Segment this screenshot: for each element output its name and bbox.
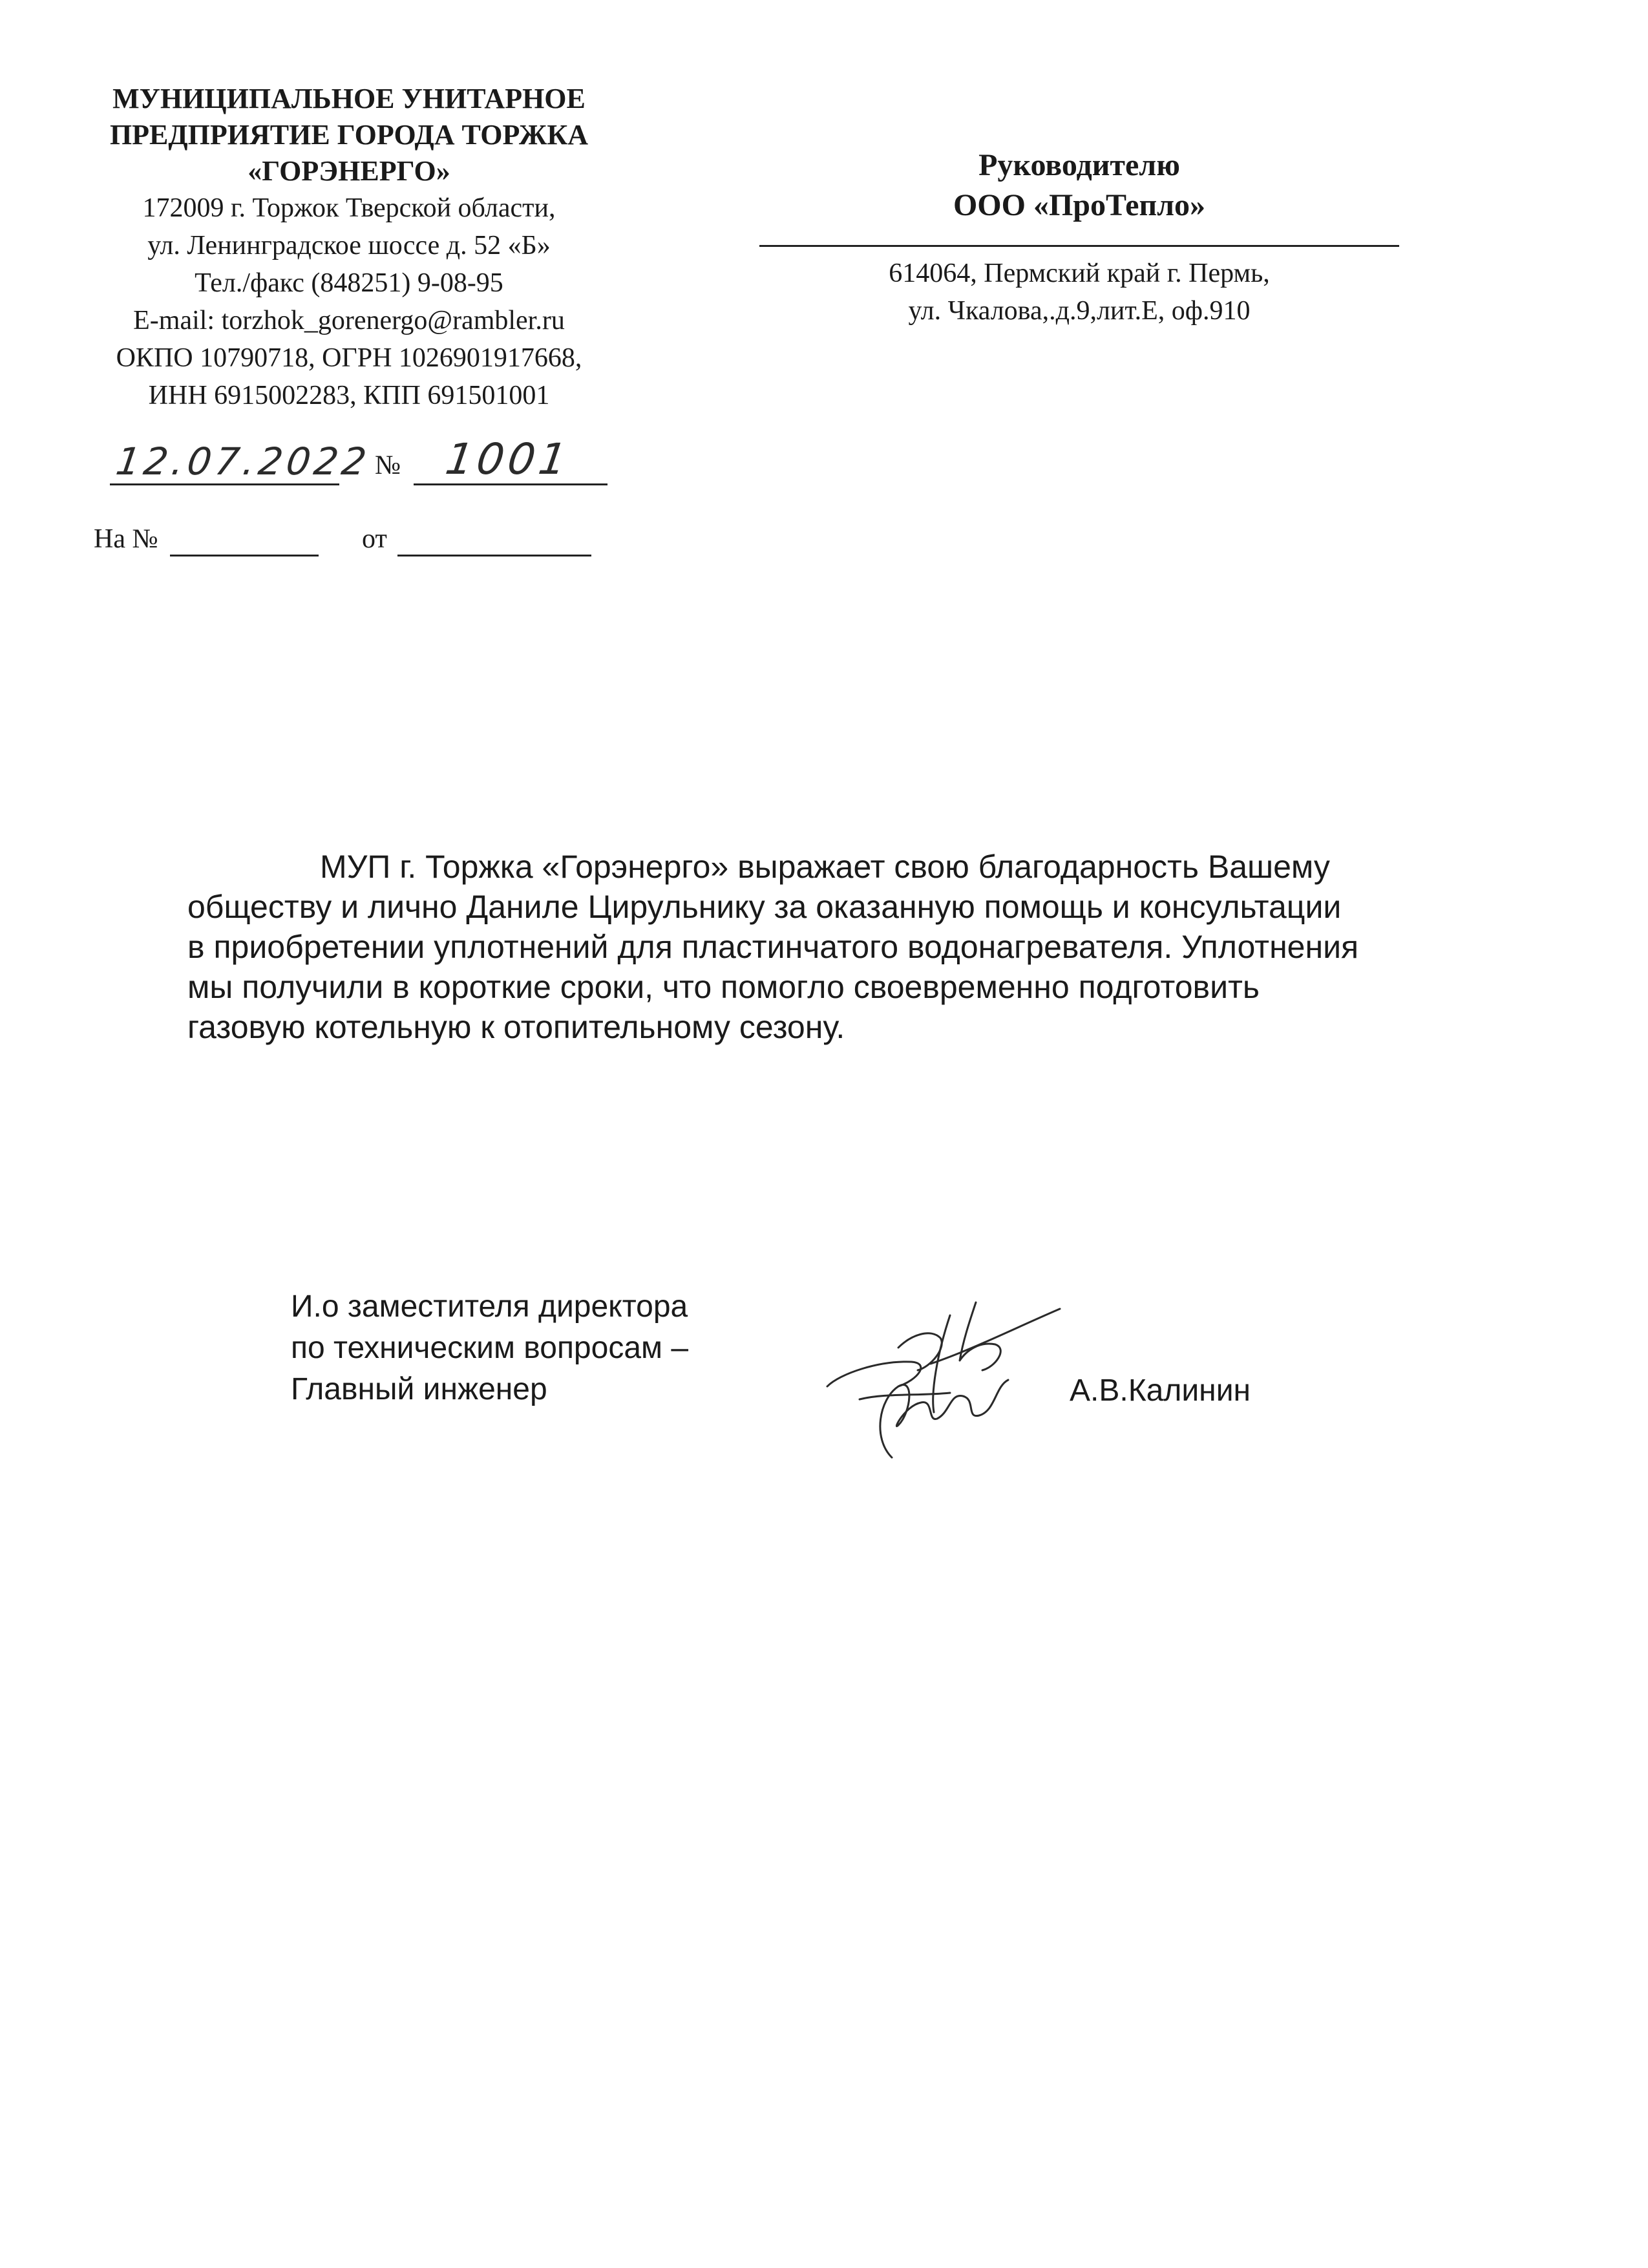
sender-street-line: ул. Ленинградское шоссе д. 52 «Б» [147, 231, 551, 260]
outgoing-date: 12.07.2022 [113, 440, 373, 483]
incoming-date-label: от [362, 524, 387, 554]
incoming-number-label: На № [94, 524, 158, 554]
recipient-block [730, 145, 1428, 330]
sender-org-name-line-1: МУНИЦИПАЛЬНОЕ УНИТАРНОЕ [112, 83, 586, 114]
recipient-title: Руководителю [978, 148, 1180, 182]
outgoing-reference [110, 434, 601, 491]
signer-position [291, 1286, 808, 1410]
outgoing-number: 1001 [442, 434, 574, 484]
body-line: обществу и лично Даниле Цирульнику за оказанную помощь и консультации [187, 889, 1342, 925]
date-underline [110, 483, 339, 485]
sender-org-name-line-3: «ГОРЭНЕРГО» [248, 155, 450, 187]
recipient-address-line-2: ул. Чкалова,.д.9,лит.Е, оф.910 [908, 296, 1251, 326]
body-line: газовую котельную к отопительному сезону. [187, 1009, 845, 1045]
letter-body [187, 847, 1359, 1047]
outgoing-number-label: № [375, 450, 401, 480]
body-line: МУП г. Торжка «Горэнерго» выражает свою благодарность Вашему [320, 849, 1330, 885]
signer-name: А.В.Калинин [1070, 1373, 1251, 1408]
sender-email-line: E-mail: torzhok_gorenergo@rambler.ru [133, 306, 565, 335]
signer-position-line-1: И.о заместителя директора [291, 1289, 688, 1324]
signer-position-line-3: Главный инженер [291, 1372, 547, 1406]
body-line: в приобретении уплотнений для пластинчатого водонагревателя. Уплотнения [187, 929, 1359, 965]
handwritten-signature-icon [801, 1289, 1073, 1483]
sender-okpo-line: ОКПО 10790718, ОГРН 1026901917668, [116, 343, 582, 373]
incoming-reference [94, 524, 611, 562]
sender-org-name-line-2: ПРЕДПРИЯТИЕ ГОРОДА ТОРЖКА [109, 119, 589, 151]
recipient-rule [759, 245, 1399, 247]
signer-position-line-2: по техническим вопросам – [291, 1331, 689, 1365]
sender-address-line: 172009 г. Торжок Тверской области, [142, 193, 556, 223]
number-underline [414, 483, 607, 485]
sender-inn-line: ИНН 6915002283, КПП 691501001 [148, 381, 550, 410]
sender-phone-line: Тел./факс (848251) 9-08-95 [195, 268, 503, 298]
incoming-number-blank [170, 555, 319, 556]
body-line: мы получили в короткие сроки, что помогло своевременно подготовить [187, 969, 1260, 1005]
sender-letterhead [58, 81, 640, 414]
incoming-date-blank [397, 555, 591, 556]
recipient-company: ООО «ПроТепло» [953, 188, 1206, 222]
recipient-address-line-1: 614064, Пермский край г. Пермь, [889, 259, 1270, 288]
